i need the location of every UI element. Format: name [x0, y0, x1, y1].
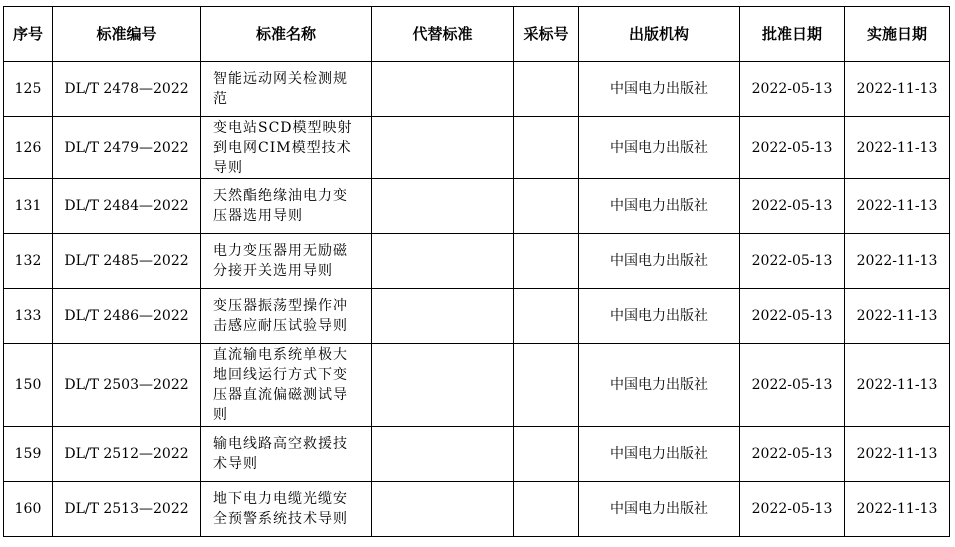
- cell-replace: [372, 234, 514, 289]
- header-adopt: 采标号: [514, 7, 579, 62]
- cell-publisher: 中国电力出版社: [579, 482, 740, 537]
- header-row: [4, 7, 950, 62]
- cell-approve-date: 2022-05-13: [740, 427, 845, 482]
- cell-implement-date: 2022-11-13: [845, 427, 950, 482]
- cell-adopt: [514, 62, 579, 117]
- cell-seq: 131: [4, 179, 53, 234]
- cell-publisher: 中国电力出版社: [579, 62, 740, 117]
- cell-approve-date: 2022-05-13: [740, 289, 845, 344]
- cell-seq: 132: [4, 234, 53, 289]
- cell-approve-date: 2022-05-13: [740, 117, 845, 179]
- cell-replace: [372, 482, 514, 537]
- cell-seq: 150: [4, 344, 53, 427]
- cell-approve-date: 2022-05-13: [740, 344, 845, 427]
- cell-name: 天然酯绝缘油电力变压器选用导则: [201, 179, 372, 234]
- header-publisher: 出版机构: [579, 7, 740, 62]
- cell-adopt: [514, 427, 579, 482]
- cell-seq: 133: [4, 289, 53, 344]
- cell-name: 直流输电系统单极大地回线运行方式下变压器直流偏磁测试导则: [201, 344, 372, 427]
- cell-seq: 160: [4, 482, 53, 537]
- cell-implement-date: 2022-11-13: [845, 289, 950, 344]
- cell-code: DL/T 2485—2022: [53, 234, 201, 289]
- cell-adopt: [514, 234, 579, 289]
- cell-replace: [372, 344, 514, 427]
- cell-seq: 125: [4, 62, 53, 117]
- cell-implement-date: 2022-11-13: [845, 117, 950, 179]
- cell-code: DL/T 2478—2022: [53, 62, 201, 117]
- cell-code: DL/T 2479—2022: [53, 117, 201, 179]
- table-row: [4, 117, 950, 179]
- cell-implement-date: 2022-11-13: [845, 179, 950, 234]
- cell-code: DL/T 2512—2022: [53, 427, 201, 482]
- cell-adopt: [514, 179, 579, 234]
- cell-approve-date: 2022-05-13: [740, 62, 845, 117]
- header-approve-date: 批准日期: [740, 7, 845, 62]
- cell-name: 电力变压器用无励磁分接开关选用导则: [201, 234, 372, 289]
- cell-implement-date: 2022-11-13: [845, 234, 950, 289]
- cell-publisher: 中国电力出版社: [579, 179, 740, 234]
- header-seq: 序号: [4, 7, 53, 62]
- cell-adopt: [514, 344, 579, 427]
- cell-implement-date: 2022-11-13: [845, 344, 950, 427]
- cell-name: 智能远动网关检测规范: [201, 62, 372, 117]
- cell-adopt: [514, 289, 579, 344]
- header-replace: 代替标准: [372, 7, 514, 62]
- cell-publisher: 中国电力出版社: [579, 289, 740, 344]
- cell-publisher: 中国电力出版社: [579, 117, 740, 179]
- header-implement-date: 实施日期: [845, 7, 950, 62]
- cell-code: DL/T 2503—2022: [53, 344, 201, 427]
- cell-code: DL/T 2486—2022: [53, 289, 201, 344]
- header-code: 标准编号: [53, 7, 201, 62]
- cell-code: DL/T 2484—2022: [53, 179, 201, 234]
- cell-replace: [372, 179, 514, 234]
- cell-name: 变电站SCD模型映射到电网CIM模型技术导则: [201, 117, 372, 179]
- table-row: [4, 482, 950, 537]
- header-name: 标准名称: [201, 7, 372, 62]
- table-row: [4, 234, 950, 289]
- cell-replace: [372, 289, 514, 344]
- cell-adopt: [514, 117, 579, 179]
- cell-publisher: 中国电力出版社: [579, 427, 740, 482]
- table-row: [4, 344, 950, 427]
- cell-name: 变压器振荡型操作冲击感应耐压试验导则: [201, 289, 372, 344]
- table-row: [4, 427, 950, 482]
- table-row: [4, 289, 950, 344]
- table-row: [4, 62, 950, 117]
- cell-approve-date: 2022-05-13: [740, 179, 845, 234]
- cell-replace: [372, 62, 514, 117]
- table-row: [4, 179, 950, 234]
- cell-publisher: 中国电力出版社: [579, 234, 740, 289]
- cell-name: 输电线路高空救援技术导则: [201, 427, 372, 482]
- cell-publisher: 中国电力出版社: [579, 344, 740, 427]
- cell-implement-date: 2022-11-13: [845, 482, 950, 537]
- cell-name: 地下电力电缆光缆安全预警系统技术导则: [201, 482, 372, 537]
- cell-approve-date: 2022-05-13: [740, 482, 845, 537]
- cell-seq: 126: [4, 117, 53, 179]
- cell-replace: [372, 427, 514, 482]
- cell-replace: [372, 117, 514, 179]
- cell-implement-date: 2022-11-13: [845, 62, 950, 117]
- cell-adopt: [514, 482, 579, 537]
- cell-code: DL/T 2513—2022: [53, 482, 201, 537]
- standards-table: [3, 6, 950, 537]
- cell-approve-date: 2022-05-13: [740, 234, 845, 289]
- cell-seq: 159: [4, 427, 53, 482]
